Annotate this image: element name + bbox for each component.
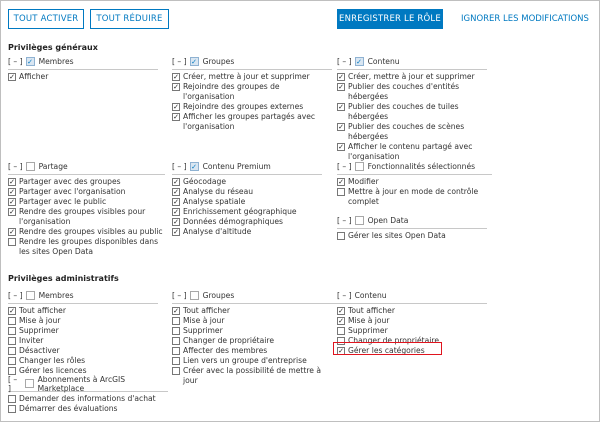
privilege-item[interactable] — [8, 394, 168, 404]
privilege-label: Enrichissement géographique — [183, 207, 297, 216]
group-checkbox[interactable]: ✓ — [191, 162, 197, 171]
privilege-label: Analyse du réseau — [183, 187, 254, 196]
privilege-item[interactable] — [337, 326, 487, 336]
privilege-label: Partager avec des groupes — [19, 177, 121, 186]
privilege-item[interactable] — [8, 197, 165, 207]
privilege-label: Gérer les sites Open Data — [348, 231, 446, 240]
checked-checkbox[interactable]: ✓ — [173, 177, 179, 186]
privilege-item[interactable] — [337, 316, 487, 326]
checked-checkbox[interactable]: ✓ — [338, 177, 344, 186]
privilege-item[interactable] — [8, 306, 158, 316]
privilege-item[interactable] — [172, 326, 337, 336]
checked-checkbox[interactable]: ✓ — [173, 112, 179, 121]
admin-group-groupes — [172, 290, 337, 386]
save-role-button[interactable]: ENREGISTRER LE RÔLE — [337, 9, 443, 29]
privilege-item[interactable] — [8, 404, 168, 414]
privilege-label: Créer, mettre à jour et supprimer — [348, 72, 475, 81]
group-title: Contenu — [354, 291, 387, 300]
privilege-label: Gérer les catégories — [348, 346, 425, 355]
privilege-item[interactable] — [172, 187, 322, 197]
privilege-item[interactable] — [172, 336, 337, 346]
unchecked-checkbox[interactable] — [8, 337, 16, 345]
checked-checkbox[interactable]: ✓ — [9, 207, 15, 216]
privilege-item[interactable] — [172, 217, 322, 227]
privilege-label: Démarrer des évaluations — [19, 404, 118, 413]
privilege-label: Géocodage — [183, 177, 226, 186]
privilege-item[interactable] — [172, 102, 332, 112]
checked-checkbox[interactable]: ✓ — [9, 187, 15, 196]
privilege-label: Rejoindre des groupes externes — [183, 102, 304, 111]
group-header — [337, 215, 487, 226]
privilege-label: Lien vers un groupe d'entreprise — [183, 356, 307, 365]
privilege-label: Inviter — [19, 336, 44, 345]
group-title: Membres — [38, 57, 74, 66]
checked-checkbox[interactable]: ✓ — [173, 306, 179, 315]
group-checkbox[interactable] — [355, 162, 364, 171]
group-header — [172, 56, 332, 67]
group-header — [8, 290, 158, 301]
privilege-label: Partager avec l'organisation — [19, 187, 126, 196]
general-group-open-data — [337, 215, 487, 241]
unchecked-checkbox[interactable] — [337, 232, 345, 240]
checked-checkbox[interactable]: ✓ — [338, 142, 344, 151]
unchecked-checkbox[interactable] — [172, 317, 180, 325]
privilege-label: Analyse d'altitude — [183, 227, 252, 236]
admin-privileges-title: Privilèges administratifs — [8, 274, 119, 283]
privilege-label: Afficher les groupes partagés avec l'organisation — [183, 112, 316, 131]
privilege-label: Supprimer — [348, 326, 388, 335]
checked-checkbox[interactable]: ✓ — [173, 82, 179, 91]
privilege-label: Changer les rôles — [19, 356, 86, 365]
unchecked-checkbox[interactable] — [337, 188, 345, 196]
privilege-label: Supprimer — [183, 326, 223, 335]
collapse-toggle[interactable]: [ – ] — [337, 291, 352, 300]
privilege-item[interactable] — [172, 82, 332, 102]
privilege-item[interactable] — [8, 227, 165, 237]
group-header — [337, 161, 492, 172]
privilege-label: Tout afficher — [348, 306, 395, 315]
privilege-item[interactable] — [8, 237, 165, 257]
group-header — [8, 56, 158, 67]
privilege-label: Changer de propriétaire — [348, 336, 440, 345]
checked-checkbox[interactable]: ✓ — [9, 72, 15, 81]
group-header — [172, 161, 322, 172]
privilege-item[interactable] — [337, 177, 492, 187]
privilege-item[interactable] — [172, 356, 337, 366]
privilege-item[interactable] — [8, 316, 158, 326]
unchecked-checkbox[interactable] — [172, 367, 180, 375]
privilege-item[interactable] — [172, 306, 337, 316]
checked-checkbox[interactable]: ✓ — [9, 177, 15, 186]
unchecked-checkbox[interactable] — [172, 337, 180, 345]
privilege-label: Afficher le contenu partagé avec l'organisation — [348, 142, 473, 161]
privilege-label: Publier des couches de tuiles hébergées — [348, 102, 459, 121]
privilege-item[interactable] — [172, 227, 322, 237]
group-header — [172, 290, 337, 301]
group-title: Contenu Premium — [202, 162, 271, 171]
privilege-label: Mise à jour — [19, 316, 61, 325]
checked-checkbox[interactable]: ✓ — [173, 227, 179, 236]
general-group-contenu-premium — [172, 161, 322, 237]
group-header — [8, 374, 168, 393]
admin-group-membres — [8, 290, 158, 376]
checked-checkbox[interactable]: ✓ — [9, 227, 15, 236]
checked-checkbox[interactable]: ✓ — [9, 197, 15, 206]
privilege-item[interactable] — [8, 326, 158, 336]
privilege-label: Gérer les licences — [19, 366, 87, 375]
privilege-item[interactable] — [8, 187, 165, 197]
group-checkbox[interactable] — [25, 379, 34, 388]
unchecked-checkbox[interactable] — [8, 327, 16, 335]
admin-group-abonnements-a-arcgis-marketplace — [8, 374, 168, 414]
privilege-label: Partager avec le public — [19, 197, 107, 206]
group-divider — [8, 69, 158, 70]
group-divider — [337, 303, 487, 304]
group-divider — [337, 228, 487, 229]
general-group-fonctionnalites-selectionnes — [337, 161, 492, 207]
group-checkbox[interactable]: ✓ — [27, 57, 33, 66]
privilege-label: Analyse spatiale — [183, 197, 246, 206]
privilege-item[interactable] — [172, 197, 322, 207]
checked-checkbox[interactable]: ✓ — [173, 197, 179, 206]
general-privileges-title: Privilèges généraux — [8, 43, 98, 52]
privilege-item[interactable] — [8, 207, 165, 227]
collapse-toggle[interactable]: [ – ] — [337, 57, 352, 66]
privilege-item[interactable] — [337, 142, 487, 162]
collapse-toggle[interactable]: [ – ] — [8, 57, 23, 66]
group-title: Groupes — [202, 291, 235, 300]
group-divider — [8, 174, 165, 175]
privilege-label: Modifier — [348, 177, 379, 186]
group-divider — [172, 174, 322, 175]
collapse-toggle[interactable]: [ – ] — [8, 162, 23, 171]
privilege-item[interactable] — [172, 346, 337, 356]
unchecked-checkbox[interactable] — [172, 357, 180, 365]
checked-checkbox[interactable]: ✓ — [173, 102, 179, 111]
group-header — [337, 290, 487, 301]
ignore-changes-link[interactable]: IGNORER LES MODIFICATIONS — [461, 14, 589, 24]
privilege-item[interactable] — [337, 102, 487, 122]
privilege-label: Publier des couches d'entités hébergées — [348, 82, 460, 101]
privilege-label: Tout afficher — [183, 306, 230, 315]
collapse-toggle[interactable]: [ – ] — [337, 216, 352, 225]
group-title: Abonnements à ArcGIS Marketplace — [37, 374, 126, 393]
unchecked-checkbox[interactable] — [8, 347, 16, 355]
privilege-item[interactable] — [172, 72, 332, 82]
unchecked-checkbox[interactable] — [8, 357, 16, 365]
group-checkbox[interactable] — [26, 162, 35, 171]
checked-checkbox[interactable]: ✓ — [173, 217, 179, 226]
collapse-toggle[interactable]: [ – ] — [8, 374, 18, 393]
privilege-item[interactable] — [8, 336, 158, 346]
checked-checkbox[interactable]: ✓ — [173, 187, 179, 196]
checked-checkbox[interactable]: ✓ — [173, 72, 179, 81]
checked-checkbox[interactable]: ✓ — [338, 122, 344, 131]
checked-checkbox[interactable]: ✓ — [9, 306, 15, 315]
privilege-item[interactable] — [172, 316, 337, 326]
group-checkbox[interactable]: ✓ — [356, 57, 362, 66]
checked-checkbox[interactable]: ✓ — [338, 82, 344, 91]
checked-checkbox[interactable]: ✓ — [338, 102, 344, 111]
group-title: Open Data — [367, 216, 409, 225]
group-checkbox[interactable]: ✓ — [191, 57, 197, 66]
privilege-item[interactable] — [8, 72, 158, 82]
privilege-item[interactable] — [337, 306, 487, 316]
group-checkbox[interactable] — [26, 291, 35, 300]
general-group-groupes — [172, 56, 332, 132]
group-divider — [337, 174, 492, 175]
group-title: Membres — [38, 291, 74, 300]
privilege-label: Changer de propriétaire — [183, 336, 275, 345]
unchecked-checkbox[interactable] — [8, 317, 16, 325]
privilege-label: Données démographiques — [183, 217, 283, 226]
checked-checkbox[interactable]: ✓ — [338, 316, 344, 325]
privilege-item[interactable] — [172, 112, 332, 132]
collapse-toggle[interactable]: [ – ] — [8, 291, 23, 300]
privilege-label: Affecter des membres — [183, 346, 268, 355]
general-group-partage — [8, 161, 165, 257]
group-checkbox[interactable] — [190, 291, 199, 300]
privilege-label: Rendre des groupes visibles au public — [19, 227, 163, 236]
privilege-label: Tout afficher — [19, 306, 66, 315]
privilege-item[interactable] — [172, 177, 322, 187]
privilege-item[interactable] — [172, 207, 322, 217]
unchecked-checkbox[interactable] — [337, 327, 345, 335]
privilege-item[interactable] — [337, 82, 487, 102]
privilege-label: Publier des couches de scènes hébergées — [348, 122, 465, 141]
group-title: Fonctionnalités sélectionnés — [367, 162, 476, 171]
group-title: Partage — [38, 162, 68, 171]
unchecked-checkbox[interactable] — [8, 238, 16, 246]
group-divider — [172, 69, 332, 70]
privilege-label: Rendre les groupes disponibles dans les sites Open Data — [19, 237, 159, 256]
checked-checkbox[interactable]: ✓ — [338, 72, 344, 81]
privilege-label: Supprimer — [19, 326, 59, 335]
group-header — [8, 161, 165, 172]
privilege-item[interactable] — [337, 231, 487, 241]
collapse-all-button[interactable]: TOUT RÉDUIRE — [90, 9, 169, 29]
unchecked-checkbox[interactable] — [172, 347, 180, 355]
group-header — [337, 56, 487, 67]
privilege-label: Créer avec la possibilité de mettre à jour — [183, 366, 322, 385]
checked-checkbox[interactable]: ✓ — [338, 306, 344, 315]
privilege-label: Afficher — [19, 72, 49, 81]
group-title: Contenu — [367, 57, 400, 66]
privilege-item[interactable] — [337, 122, 487, 142]
general-group-contenu — [337, 56, 487, 162]
privilege-label: Mettre à jour en mode de contrôle complet — [348, 187, 479, 206]
privilege-label: Mise à jour — [348, 316, 390, 325]
group-title: Groupes — [202, 57, 235, 66]
collapse-toggle[interactable]: [ – ] — [172, 57, 187, 66]
privilege-label: Désactiver — [19, 346, 60, 355]
privilege-label: Rendre des groupes visibles pour l'organisation — [19, 207, 146, 226]
privilege-item[interactable] — [8, 346, 158, 356]
privilege-item[interactable] — [8, 356, 158, 366]
checked-checkbox[interactable]: ✓ — [173, 207, 179, 216]
collapse-toggle[interactable]: [ – ] — [172, 291, 187, 300]
collapse-toggle[interactable]: [ – ] — [337, 162, 352, 171]
privilege-item[interactable] — [337, 187, 492, 207]
activate-all-button[interactable]: TOUT ACTIVER — [8, 9, 84, 29]
group-divider — [172, 303, 337, 304]
privilege-label: Rejoindre des groupes de l'organisation — [183, 82, 280, 101]
privilege-item[interactable] — [337, 72, 487, 82]
checked-checkbox[interactable]: ✓ — [338, 346, 344, 355]
group-divider — [337, 69, 487, 70]
group-checkbox[interactable] — [355, 216, 364, 225]
collapse-toggle[interactable]: [ – ] — [172, 162, 187, 171]
unchecked-checkbox[interactable] — [8, 395, 16, 403]
unchecked-checkbox[interactable] — [172, 327, 180, 335]
privilege-item[interactable] — [8, 177, 165, 187]
highlight-box — [333, 342, 442, 355]
privilege-label: Demander des informations d'achat — [19, 394, 156, 403]
general-group-membres — [8, 56, 158, 82]
privilege-item[interactable] — [172, 366, 337, 386]
privilege-label: Mise à jour — [183, 316, 225, 325]
group-divider — [8, 303, 158, 304]
privilege-label: Créer, mettre à jour et supprimer — [183, 72, 310, 81]
unchecked-checkbox[interactable] — [8, 405, 16, 413]
